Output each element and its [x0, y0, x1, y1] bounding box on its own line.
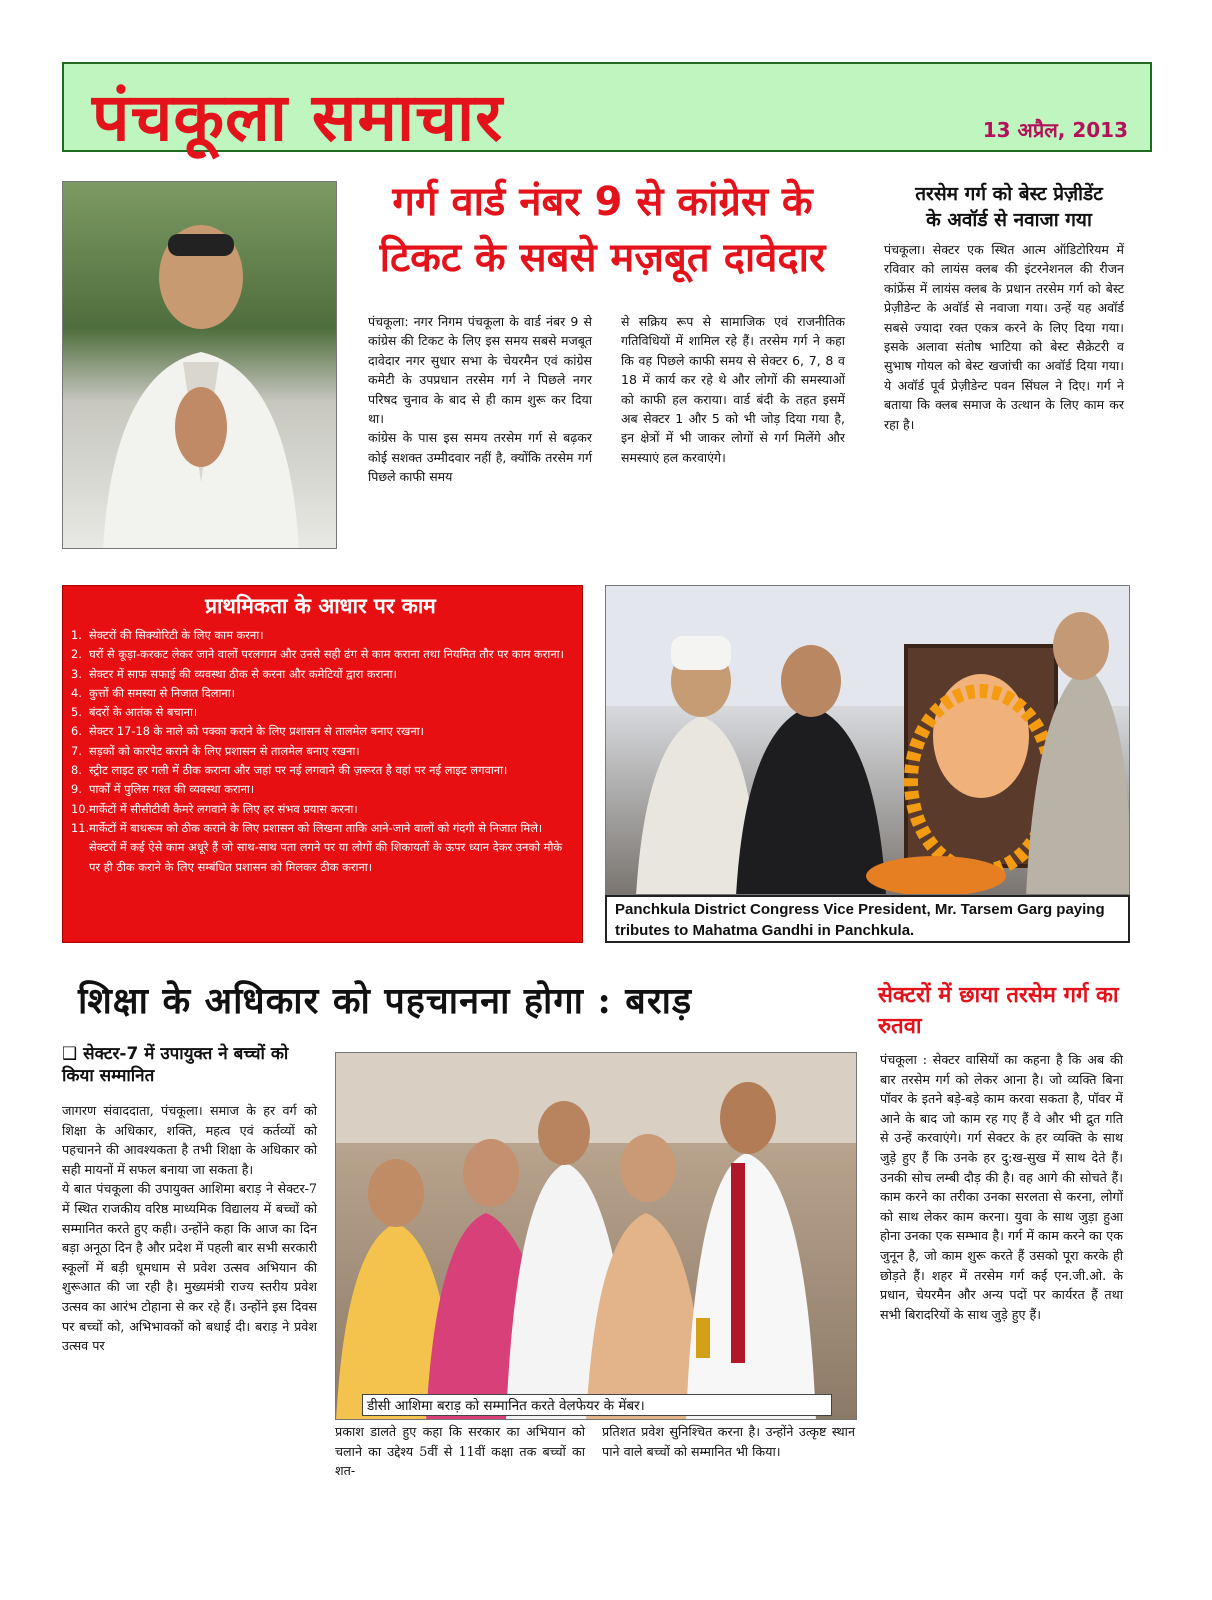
gandhi-photo-caption [605, 895, 1130, 943]
priority-item-number: 1. [71, 628, 82, 642]
priority-item-text: सेक्टर में साफ सफाई की व्यवस्था ठीक से करना और कमेटियों द्वारा कराना। [89, 666, 397, 681]
article1-col1-paragraph: कांग्रेस के पास इस समय तरसेम गर्ग से बढ़कर कोई सशक्त उम्मीदवार नहीं है, क्योंकि तरसेम गर्ग पिछले काफी समय [368, 430, 592, 485]
gandhi-tribute-photo [605, 585, 1130, 895]
priority-item [71, 703, 570, 722]
article3-column-2 [335, 1422, 585, 1481]
priority-item-text: सेक्टरों की सिक्योरिटी के लिए काम करना। [89, 628, 264, 642]
article4-headline [878, 980, 1143, 1042]
priority-item-text: स्ट्रीट लाइट हर गली में ठीक कराना और जहां पर नई लगवाने की ज़रूरत है वहां पर नई लाइट लगवाना। [89, 763, 508, 778]
priority-item-number: 5. [71, 705, 82, 720]
article3-headline-text: शिक्षा के अधिकार को पहचानना होगा : बराड़ [78, 980, 693, 1022]
priority-item-text: पार्कों में पुलिस गश्त की व्यवस्था कराना। [89, 782, 255, 797]
article2-headline-line1: तरसेम गर्ग को बेस्ट प्रेज़ीडेंट [915, 183, 1103, 205]
article1-headline [350, 174, 855, 286]
masthead [62, 62, 1152, 156]
award-ceremony-photo [335, 1052, 857, 1420]
priority-list [71, 626, 570, 838]
priority-item-text: सेक्टर 17-18 के नाले को पक्का कराने के लिए प्रशासन से तालमेल बनाए रखना। [89, 724, 424, 739]
priority-item-text: कुत्तों की समस्या से निजात दिलाना। [89, 685, 235, 700]
priority-item-text: बंदरों के आतंक से बचाना। [89, 705, 198, 720]
article2-headline-line2: के अवॉर्ड से नवाजा गया [926, 209, 1092, 231]
article3-subhead-text: ❑ सेक्टर-7 में उपायुक्त ने बच्चों को किया सम्मानित [62, 1044, 289, 1086]
article1-col2-paragraph: से सक्रिय रूप से सामाजिक एवं राजनीतिक गतिविधियों में शामिल रहे हैं। तरसेम गर्ग ने कहा कि वह पिछले काफी समय से सेक्टर 6, 7, 8 व 18 में कार्य कर रहे थे और लोगों की समस्याओं को काफी हल कराया। वार्ड बंदी के तहत इसमें अब सेक्टर 1 और 5 को भी जोड़ दिया गया है, इन क्षेत्रों में भी जाकर लोगों से गर्ग मिलेंगे और समस्याएं हल करवाएंगे। [621, 314, 845, 465]
priority-item-number: 6. [71, 724, 82, 739]
priority-item-number: 3. [71, 666, 82, 681]
article3-subhead [62, 1043, 324, 1087]
article4-paragraph: पंचकूला : सेक्टर वासियों का कहना है कि अब की बार तरसेम गर्ग को लेकर आना है। जो व्यक्ति बिना पॉवर के इतने बड़े-बड़े काम करवा सकता है, पॉवर में आने के बाद जो काम रह गए हैं वे और भी द्रुत गति से उन्हें करवाएंगे। गर्ग सेक्टर के हर व्यक्ति के साथ जुड़े हुए हैं कि उनके हर दु:ख-सुख में साथ देते हैं। उनकी सोच लम्बी दौड़ की है। वह आगे की सोचते हैं। काम करने का तरीका उनका सरलता से करना, लोगों को साथ लेकर काम करना। युवा के साथ जुड़ा हुआ होना उनका एक सम्भाव है। गर्ग में काम करने का एक जुनून है, जो काम शुरू करते हैं उसको पूरा करके ही छोड़ते हैं। शहर में तरसेम गर्ग कई एन.जी.ओ. के प्रधान, चेयरमैन और अन्य पदों पर कार्यरत हैं तथा सभी बिरादरियों के साथ जुड़े हुए हैं। [880, 1052, 1123, 1322]
article1-column-1 [368, 312, 592, 487]
priority-work-box [62, 585, 583, 943]
priority-item [71, 665, 570, 684]
priority-item-number: 11. [71, 820, 90, 835]
article1-column-2 [621, 312, 845, 467]
article3-col2-paragraph: प्रकाश डालते हुए कहा कि सरकार का अभियान को चलाने का उद्देश्य 5वीं से 11वीं कक्षा तक बच्चों का शत- [335, 1424, 585, 1479]
priority-item-text: मार्केटों में बाथरूम को ठीक कराने के लिए प्रशासन को लिखना ताकि आने-जाने वालों को गंदगी से निजात मिले। [89, 820, 543, 835]
priority-item [71, 819, 570, 838]
priority-item-text: मार्केटों में सीसीटीवी कैमरे लगवाने के लिए हर संभव प्रयास करना। [89, 801, 358, 816]
issue-date: 13 अप्रैल, 2013 [982, 118, 1128, 142]
portrait-photo [62, 181, 337, 549]
priority-item [71, 645, 570, 664]
priority-item [71, 684, 570, 703]
article4-headline-text: सेक्टरों में छाया तरसेम गर्ग का रुतवा [878, 982, 1119, 1039]
article3-column-1 [62, 1101, 317, 1356]
article4-body [880, 1050, 1123, 1324]
priority-item-number: 9. [71, 782, 82, 797]
priority-box-title: प्राथमिकता के आधार पर काम [205, 594, 436, 618]
priority-item [71, 626, 570, 645]
article3-column-3 [602, 1422, 855, 1461]
priority-item-number: 2. [71, 647, 82, 662]
article3-col1-paragraph: जागरण संवाददाता, पंचकूला। समाज के हर वर्ग को शिक्षा के अधिकार, शक्ति, महत्व एवं कर्तव्यों को पहचानने की आवश्यकता है तभी शिक्षा के अधिकार को सही मायनों में सफल बनाया जा सकता है। [62, 1103, 317, 1177]
article3-col1-paragraph: ये बात पंचकूला की उपायुक्त आशिमा बराड़ ने सेक्टर-7 में स्थित राजकीय वरिष्ठ माध्यमिक विद्यालय में बच्चों को सम्मानित करते हुए कही। उन्होंने कहा कि आज का दिन बड़ा अनूठा दिन है और प्रदेश में पहली बार सभी सरकारी स्कूलों में बड़ी धूमधाम से प्रवेश उत्सव अभियान की शुरूआत की जा रही है। मुख्यमंत्री राज्य स्तरीय प्रवेश उत्सव का आरंभ टोहाना से कर रहे हैं। उन्होंने इस दिवस पर बच्चों को, अभिभावकों को बधाई दी। बराड़ ने प्रवेश उत्सव पर [62, 1181, 317, 1354]
article2-headline [878, 181, 1140, 233]
portrait-figure [63, 182, 337, 549]
priority-item-text: घरों से कूड़ा-करकट लेकर जाने वालों परलगाम और उनसे सही ढंग से काम कराना तथा नियमित तौर पर काम कराना। [89, 647, 564, 662]
priority-item-text: सड़कों को कारपेट कराने के लिए प्रशासन से तालमेल बनाए रखना। [89, 743, 360, 758]
article1-col1-paragraph: पंचकूला: नगर निगम पंचकूला के वार्ड नंबर 9 से कांग्रेस की टिकट के लिए इस समय सबसे मजबूत दावेदार नगर सुधार सभा के चेयरमैन एवं कांग्रेस कमेटी के उपप्रधान तरसेम गर्ग ने पिछले नगर परिषद चुनाव के बाद से ही काम शुरू कर दिया था। [368, 314, 592, 427]
article1-headline-line2: टिकट के सबसे मज़बूत दावेदार [379, 235, 826, 281]
award-ceremony-scene [336, 1053, 857, 1420]
gandhi-tribute-scene [606, 586, 1130, 895]
article2-body [884, 240, 1124, 434]
priority-item [71, 800, 570, 819]
priority-item-number: 8. [71, 763, 82, 778]
award-photo-caption [362, 1394, 832, 1416]
article2-paragraph: पंचकूला। सेक्टर एक स्थित आत्म ऑडिटोरियम में रविवार को लायंस क्लब की इंटरनेशनल की रीजन कांफ्रेंस में लायंस क्लब के प्रधान तरसेम गर्ग को बेस्ट प्रेज़ीडेन्ट के अवॉर्ड से नवाजा गया। उन्हें यह अवॉर्ड सबसे ज्यादा रक्त एकत्र करने के लिए दिया गया। इसके अलावा संतोष भाटिया को बेस्ट सैक्रेटरी व सुभाष गोयल को बेस्ट खजांची का अवॉर्ड दिया गया। ये अवॉर्ड पूर्व प्रेज़ीडेन्ट पवन सिंघल ने दिए। गर्ग ने बताया कि क्लब समाज के उत्थान के लिए काम कर रहा है। [884, 242, 1124, 432]
award-photo-caption-text: डीसी आशिमा बराड़ को सम्मानित करते वेलफेयर के मेंबर। [367, 1398, 645, 1414]
priority-item [71, 722, 570, 741]
gandhi-photo-caption-text: Panchkula District Congress Vice President, Mr. Tarsem Garg paying tributes to Mahatma Gandhi in Panchkula. [615, 901, 1105, 939]
priority-item-number: 4. [71, 685, 82, 700]
article1-headline-line1: गर्ग वार्ड नंबर 9 से कांग्रेस के [392, 179, 813, 225]
priority-item [71, 761, 570, 780]
priority-item-number: 10. [71, 801, 90, 816]
newspaper-title: पंचकूला समाचार [92, 79, 504, 156]
priority-item-number: 7. [71, 743, 82, 758]
article3-col3-paragraph: प्रतिशत प्रवेश सुनिश्चित करना है। उन्होंने उत्कृष्ट स्थान पाने वाले बच्चों को सम्मानित भी किया। [602, 1424, 855, 1459]
article3-headline [78, 975, 868, 1024]
priority-item [71, 780, 570, 799]
priority-item [71, 742, 570, 761]
priority-note: सेक्टरों में कई ऐसे काम अधूरे हैं जो साथ-साथ पता लगने पर या लोगों की शिकायतों के ऊपर ध्यान देकर उनको मौके पर ही ठीक कराने के लिए सम्बंधित प्रशासन को मिलकर ठीक कराना। [89, 840, 563, 874]
